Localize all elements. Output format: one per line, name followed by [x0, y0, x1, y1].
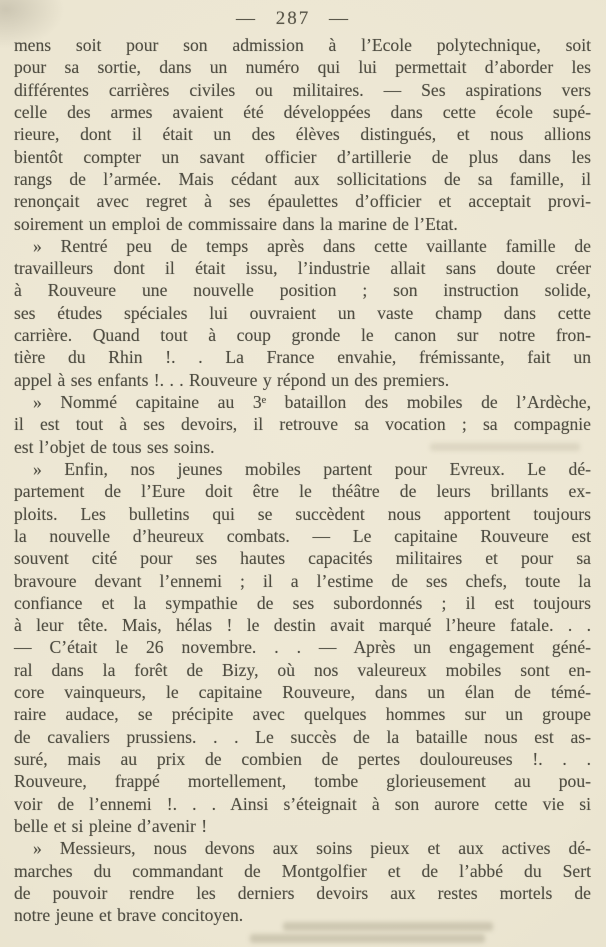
- text-line: voir de l’ennemi !. . . Ainsi s’éteignait à son aurore cette vie si: [14, 793, 591, 814]
- text-line: de pouvoir rendre les derniers devoirs aux restes mortels de: [14, 882, 591, 903]
- text-line: pour sa sortie, dans un numéro qui lui permettait d’aborder les: [14, 57, 591, 78]
- text-line: bientôt compter un savant officier d’artillerie de plus dans les: [14, 146, 591, 167]
- text-line: carrière. Quand tout à coup gronde le canon sur notre fron-: [14, 325, 591, 346]
- text-line: bravoure devant l’ennemi ; il a l’estime de ses chefs, toute la: [14, 570, 591, 591]
- paragraph: [14, 391, 591, 458]
- text-line: notre jeune et brave concitoyen.: [14, 905, 244, 926]
- text-line: raire audace, se précipite avec quelques hommes sur un groupe: [14, 704, 591, 725]
- text-line: souvent cité pour ses hautes capacités militaires et pour sa: [14, 548, 591, 569]
- paragraph: [14, 235, 591, 391]
- text-line: soirement un emploi de commissaire dans la marine de l’Etat.: [14, 213, 458, 234]
- text-line: Rouveure, frappé mortellement, tombe glorieusement au pou-: [14, 771, 591, 792]
- ink-bleed-through: [250, 934, 485, 943]
- text-line: appel à ses enfants !. . . Rouveure y répond un des premiers.: [14, 369, 450, 390]
- text-line: différentes carrières civiles ou militaires. — Ses aspirations vers: [14, 79, 591, 100]
- text-line: — C’était le 26 novembre. . . — Après un engagement géné-: [14, 637, 591, 658]
- page-number-header: [0, 8, 586, 30]
- text-line: tière du Rhin !. . La France envahie, frémissante, fait un: [14, 347, 591, 368]
- text-line: travailleurs dont il était issu, l’industrie allait sans doute créer: [14, 258, 591, 279]
- text-line: renonçait avec regret à ses épaulettes d’officier et acceptait provi-: [14, 191, 591, 212]
- text-line: » Messieurs, nous devons aux soins pieux et aux actives dé-: [33, 838, 591, 859]
- text-line: » Enfin, nos jeunes mobiles partent pour Evreux. Le dé-: [33, 458, 591, 479]
- page-number: — 287 —: [236, 8, 350, 29]
- text-line: marches du commandant de Montgolfier et de l’abbé du Sert: [14, 860, 591, 881]
- text-line: » Nommé capitaine au 3ᵉ bataillon des mobiles de l’Ardèche,: [33, 392, 591, 412]
- paragraph: [14, 34, 591, 235]
- text-line: confiance et la sympathie de ses subordonnés ; il est toujours: [14, 592, 591, 613]
- text-line: rangs de l’armée. Mais cédant aux sollicitations de sa famille, il: [14, 168, 591, 189]
- text-line: partement de l’Eure doit être le théâtre de leurs brillants ex-: [14, 481, 591, 502]
- text-line: belle et si pleine d’avenir !: [14, 815, 208, 836]
- text-line: à leur tête. Mais, hélas ! le destin avait marqué l’heure fatale. . .: [14, 615, 591, 636]
- text-line: à Rouveure une nouvelle position ; son instruction solide,: [14, 280, 591, 301]
- paragraph: [14, 837, 591, 926]
- text-line: mens soit pour son admission à l’Ecole polytechnique, soit: [14, 35, 591, 55]
- text-line: rieure, dont il était un des élèves distingués, et nous allions: [14, 124, 591, 145]
- text-line: de cavaliers prussiens. . . Le succès de la bataille nous est as-: [14, 726, 591, 747]
- page-text-block: [14, 34, 591, 927]
- paragraph: [14, 458, 591, 837]
- text-line: suré, mais au prix de combien de pertes douloureuses !. . .: [14, 749, 591, 769]
- text-line: ses études spéciales lui ouvraient un vaste champ dans cette: [14, 302, 591, 323]
- text-line: » Rentré peu de temps après dans cette vaillante famille de: [33, 235, 591, 256]
- text-line: ral dans la forêt de Bizy, où nos valeureux mobiles sont en-: [14, 659, 591, 680]
- text-line: celle des armes avaient été développées dans cette école supé-: [14, 101, 591, 122]
- text-line: ploits. Les bulletins qui se succèdent nous apportent toujours: [14, 503, 591, 524]
- text-line: core vainqueurs, le capitaine Rouveure, dans un élan de témé-: [14, 682, 591, 703]
- text-line: la nouvelle d’heureux combats. — Le capitaine Rouveure est: [14, 525, 591, 546]
- text-line: est l’objet de tous ses soins.: [14, 436, 215, 457]
- text-line: il est tout à ses devoirs, il retrouve sa vocation ; sa compagnie: [14, 414, 591, 435]
